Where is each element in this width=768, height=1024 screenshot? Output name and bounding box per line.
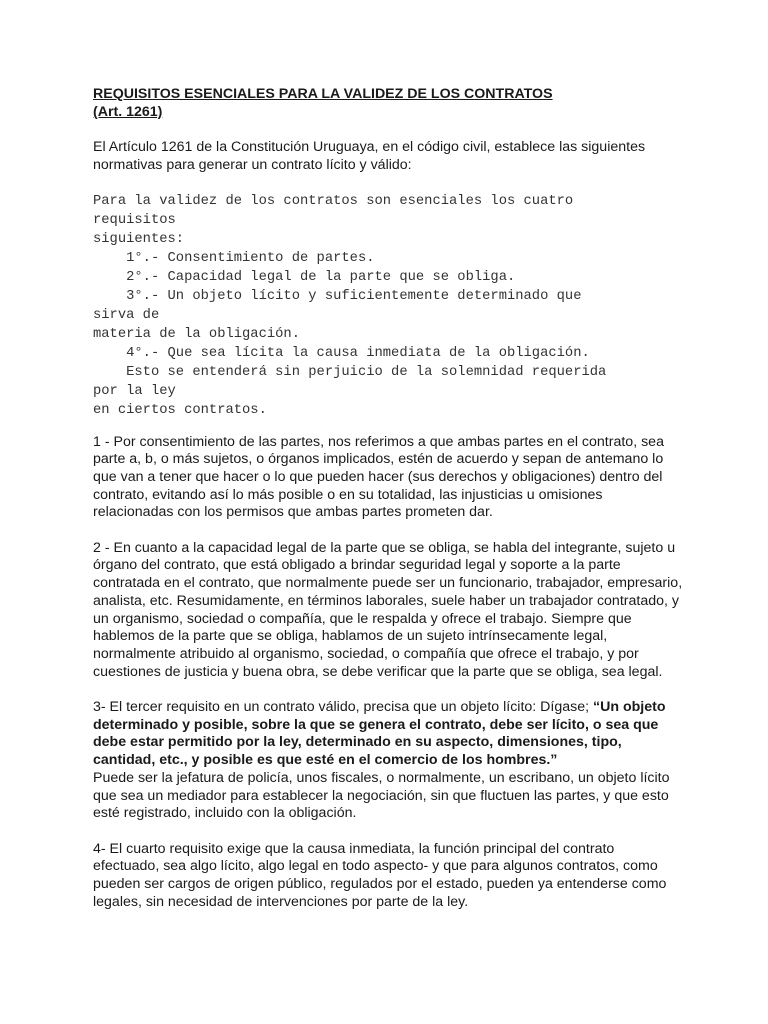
title-line-2: (Art. 1261) [93,103,163,120]
code-line: 2°.- Capacidad legal de la parte que se obliga. [93,269,516,285]
code-line: Para la validez de los contratos son esenciales los cuatro [93,193,574,209]
code-line: siguientes: [93,231,185,247]
code-line: por la ley [93,383,176,399]
paragraph-3-lead: 3- El tercer requisito en un contrato válido, precisa que un objeto lícito: Dígase; [93,699,593,716]
article-quote [93,192,683,420]
code-line: Esto se entenderá sin perjuicio de la solemnidad requerida [93,364,607,380]
title-line-1: REQUISITOS ESENCIALES PARA LA VALIDEZ DE LOS CONTRATOS [93,86,553,102]
paragraph-3 [93,699,683,823]
document-page [93,86,683,911]
code-line: 1°.- Consentimiento de partes. [93,250,375,266]
intro-paragraph: El Artículo 1261 de la Constitución Uruguaya, en el código civil, establece las siguientes normativas para generar un contrato lícito y válido: [93,139,646,173]
document-title [93,86,683,121]
code-line: requisitos [93,212,176,228]
paragraph-3-quote: “Un objeto determinado y posible, sobre la que se genera el contrato, debe ser lícito, o sea que debe estar permitido por la ley, determinado en su aspecto, dimensiones, tipo, cantidad, etc., y posible es que esté en el comercio de los hombres.” [93,699,666,769]
code-line: sirva de [93,307,160,323]
code-line: 3°.- Un objeto lícito y suficientemente determinado que [93,288,582,304]
paragraph-2: 2 - En cuanto a la capacidad legal de la parte que se obliga, se habla del integrante, sujeto u órgano del contrato, que está obligado a brindar seguridad legal y soporte a la parte contratada en el contrato, que normalmente puede ser un funcionario, trabajador, empresario, analista, etc. Resumidamente, en términos laborales, suele haber un trabajador contratado, y un organismo, sociedad o compañía, que le respalda y ofrece el trabajo. Siempre que hablemos de la parte que se obliga, hablamos de un sujeto intrínsecamente legal, normalmente atribuido al organismo, sociedad, o compañía que ofrece el trabajo, y por cuestiones de justicia y buena obra, se debe verificar que la parte que se obliga, sea legal. [93,539,683,680]
code-line: materia de la obligación. [93,326,300,342]
paragraph-1: 1 - Por consentimiento de las partes, nos referimos a que ambas partes en el contrato, sea parte a, b, o más sujetos, o órganos implicados, estén de acuerdo y sepan de antemano lo que van a tener que hacer o lo que pueden hacer (sus derechos y obligaciones) dentro del contrato, evitando así lo más posible o en su totalidad, las injusticias u omisiones relacionadas con los permisos que ambas partes prometen dar. [93,433,664,521]
paragraph-3-tail: Puede ser la jefatura de policía, unos fiscales, o normalmente, un escribano, un objeto lícito que sea un mediador para establecer la negociación, sin que fluctuen las partes, y que esto esté registrado, incluido con la obligación. [93,769,670,822]
code-line: 4°.- Que sea lícita la causa inmediata de la obligación. [93,345,590,361]
paragraph-4: 4- El cuarto requisito exige que la causa inmediata, la función principal del contrato efectuado, sea algo lícito, algo legal en todo aspecto- y que para algunos contratos, como pueden ser cargos de origen público, regulados por el estado, pueden ya entenderse como legales, sin necesidad de intervenciones por parte de la ley. [93,840,667,910]
code-line: en ciertos contratos. [93,402,267,418]
